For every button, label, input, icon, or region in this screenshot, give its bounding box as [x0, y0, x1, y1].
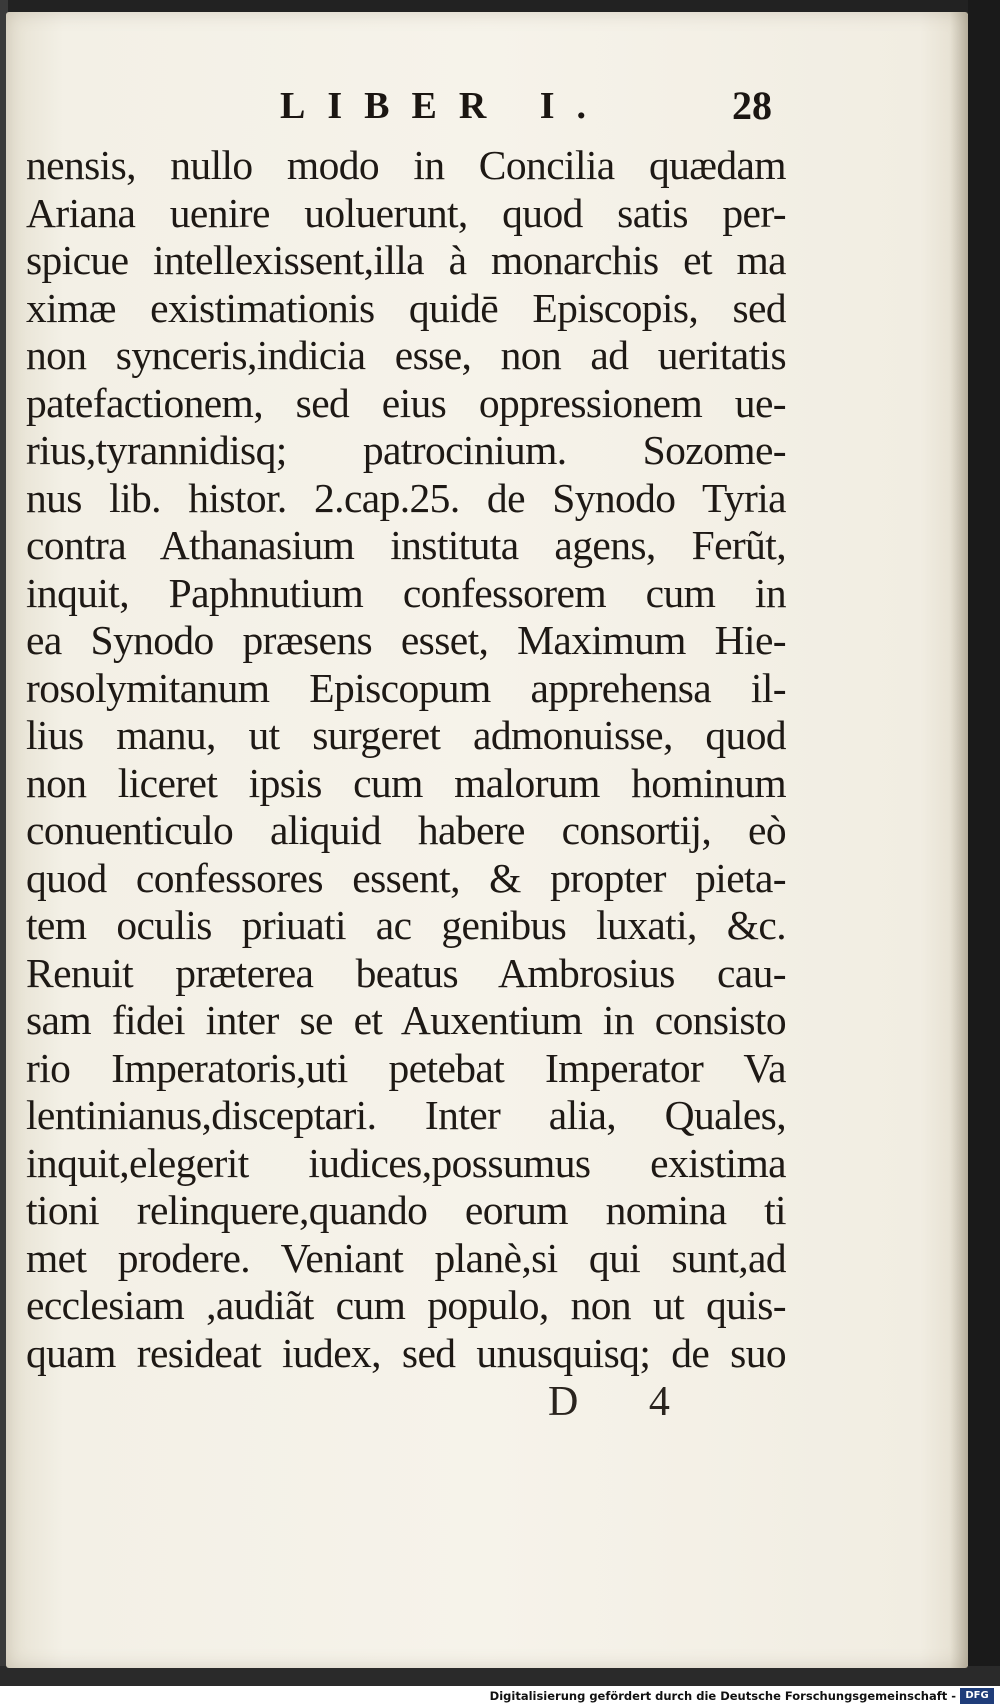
text-line: conuenticulo aliquid habere consortij, eò [26, 807, 786, 853]
digitization-footer [0, 1686, 1000, 1708]
text-line: rosolymitanum Episcopum apprehensa il- [26, 664, 786, 711]
text-line: lius manu, ut surgeret admonuisse, quod [26, 712, 786, 758]
text-line: lentinianus,disceptari. Inter alia, Quales, [26, 1092, 786, 1138]
signature-mark: D 4 [548, 1379, 700, 1425]
scan-border-bottom [0, 1666, 1000, 1686]
body-text [26, 142, 786, 1377]
text-line: met prodere. Veniant planè,si qui sunt,ad [26, 1234, 786, 1281]
text-line: inquit, Paphnutium confessorem cum in [26, 569, 786, 616]
text-line: non liceret ipsis cum malorum hominum [26, 759, 786, 806]
text-line: ecclesiam ,audiãt cum populo, non ut quis- [26, 1282, 786, 1328]
text-line: quod confessores essent, & propter pieta- [26, 854, 786, 901]
page-edge-shadow [950, 12, 968, 1668]
text-line: spicue intellexissent,illa à monarchis et ma [26, 237, 786, 283]
text-line: tioni relinquere,quando eorum nomina ti [26, 1187, 786, 1233]
text-line: patefactionem, sed eius oppressionem ue- [26, 379, 786, 426]
text-line: nus lib. histor. 2.cap.25. de Synodo Tyria [26, 474, 786, 521]
text-line: sam fidei inter se et Auxentium in consisto [26, 997, 786, 1043]
text-line: rius,tyrannidisq; patrocinium. Sozome- [26, 427, 786, 473]
text-line: tem oculis priuati ac genibus luxati, &c. [26, 902, 786, 948]
text-line: ea Synodo præsens esset, Maximum Hie- [26, 617, 786, 663]
text-line: Renuit præterea beatus Ambrosius cau- [26, 949, 786, 996]
page-number: 28 [732, 83, 772, 128]
funding-credit: Digitalisierung gefördert durch die Deutsche Forschungsgemeinschaft - [489, 1689, 956, 1703]
page-header [0, 80, 1000, 130]
text-line: Ariana uenire uoluerunt, quod satis per- [26, 189, 786, 236]
text-line: non synceris,indicia esse, non ad ueritatis [26, 332, 786, 378]
scan-border-right [968, 0, 1000, 1685]
text-line: ximæ existimationis quidē Episcopis, sed [26, 284, 786, 331]
text-line: nensis, nullo modo in Concilia quædam [26, 142, 786, 188]
text-line: rio Imperatoris,uti petebat Imperator Va [26, 1044, 786, 1091]
text-line: contra Athanasium instituta agens, Ferũt, [26, 522, 786, 568]
running-head: LIBER I. [280, 85, 609, 127]
dfg-logo: DFG [960, 1688, 994, 1704]
text-line: inquit,elegerit iudices,possumus existima [26, 1139, 786, 1186]
text-line: quam resideat iudex, sed unusquisq; de suo [26, 1329, 786, 1376]
